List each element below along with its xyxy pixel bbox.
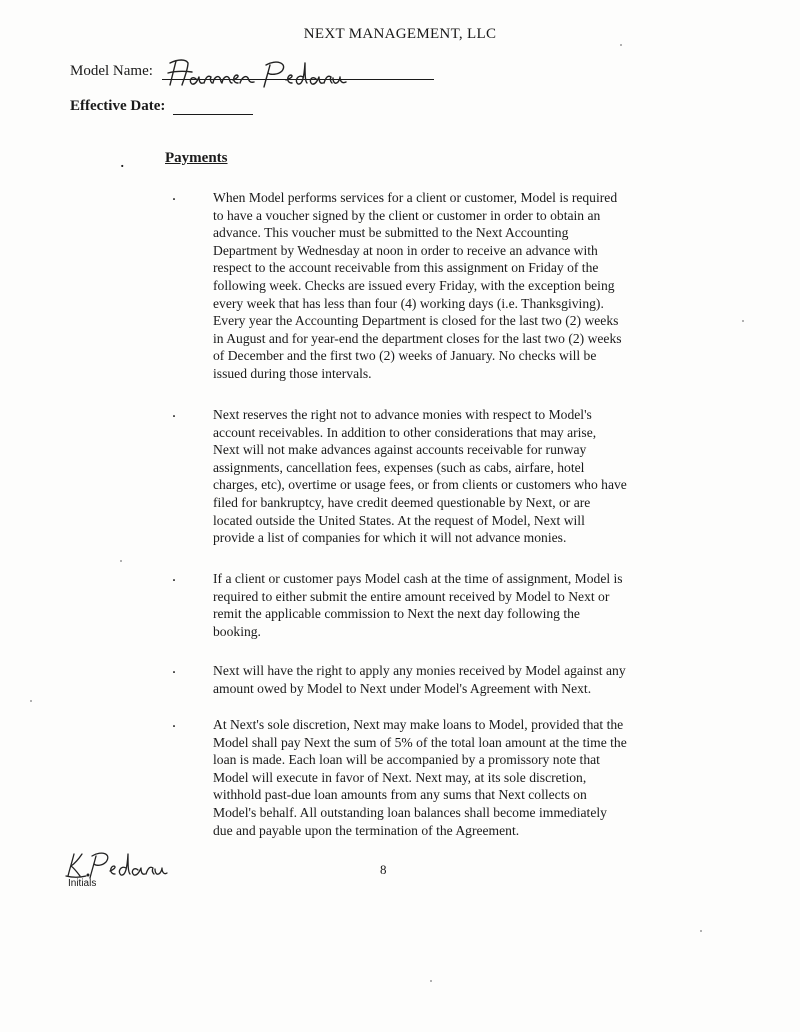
text-line: every week that has less than four (4) working days (i.e. Thanksgiving).: [213, 295, 604, 311]
text-line: provide a list of companies for which it will not advance monies.: [213, 530, 567, 546]
effective-date-underline: [173, 114, 253, 115]
text-line: Department by Wednesday at noon in order to receive an advance with: [213, 242, 598, 258]
paragraph-bullet: .: [172, 404, 176, 421]
text-line: assignments, cancellation fees, expenses (such as cabs, airfare, hotel: [213, 459, 585, 475]
scan-speck: [430, 980, 432, 982]
section-bullet: .: [120, 151, 125, 171]
scan-speck: [120, 560, 122, 562]
text-line: following week. Checks are issued every Friday, with the exception being: [213, 277, 615, 293]
document-title: NEXT MANAGEMENT, LLC: [303, 26, 497, 42]
text-line: At Next's sole discretion, Next may make loans to Model, provided that the: [213, 717, 624, 732]
effective-date-label: Effective Date:: [70, 98, 166, 114]
section-title-payments: Payments: [165, 150, 228, 166]
text-line: Next reserves the right not to advance monies with respect to Model's: [213, 407, 592, 422]
initials-signature: [60, 848, 170, 882]
page-number: 8: [380, 862, 387, 877]
text-line: Next will have the right to apply any monies received by Model against any: [213, 663, 626, 678]
paragraph-apply-monies: [213, 662, 705, 697]
text-line: required to either submit the entire amount received by Model to Next or: [213, 588, 610, 604]
text-line: remit the applicable commission to Next the next day following the: [213, 606, 580, 622]
effective-date-row: [70, 98, 165, 115]
text-line: Model's behalf. All outstanding loan balances shall become immediately: [213, 804, 607, 820]
text-line: When Model performs services for a client or customer, Model is required: [213, 190, 618, 205]
paragraph-cash-payment: [213, 570, 705, 640]
text-line: issued during those intervals.: [213, 365, 372, 381]
model-name-signature: [166, 57, 386, 91]
text-line: filed for bankruptcy, have credit deemed questionable by Next, or are: [213, 494, 591, 510]
text-line: loan is made. Each loan will be accompanied by a promissory note that: [213, 752, 600, 768]
paragraph-advance-restrictions: [213, 406, 705, 547]
paragraph-voucher-advance: [213, 189, 705, 383]
text-line: Every year the Accounting Department is closed for the last two (2) weeks: [213, 313, 619, 329]
scan-speck: [30, 700, 32, 702]
text-line: Model will execute in favor of Next. Next may, at its sole discretion,: [213, 769, 587, 785]
paragraph-bullet: .: [172, 714, 176, 731]
text-line: due and payable upon the termination of the Agreement.: [213, 822, 520, 838]
paragraph-loans: [213, 716, 705, 839]
text-line: in August and for year-end the department closes for the last two (2) weeks: [213, 330, 622, 346]
text-line: booking.: [213, 623, 261, 639]
text-line: charges, etc), overtime or usage fees, or from clients or customers who have: [213, 477, 627, 493]
model-name-label: Model Name:: [70, 63, 153, 79]
text-line: If a client or customer pays Model cash at the time of assignment, Model is: [213, 571, 623, 586]
initials-label: Initials: [68, 878, 97, 889]
model-name-row: [70, 63, 153, 80]
text-line: advance. This voucher must be submitted to the Next Accounting: [213, 225, 569, 241]
scan-speck: [620, 44, 622, 46]
paragraph-bullet: .: [172, 568, 176, 585]
text-line: amount owed by Model to Next under Model's Agreement with Next.: [213, 680, 592, 696]
text-line: located outside the United States. At the request of Model, Next will: [213, 512, 585, 528]
text-line: to have a voucher signed by the client or customer in order to obtain an: [213, 207, 601, 223]
text-line: of December and the first two (2) weeks of January. No checks will be: [213, 348, 597, 364]
text-line: respect to the account receivable from this assignment on Friday of the: [213, 260, 599, 276]
scan-speck: [700, 930, 702, 932]
paragraph-bullet: .: [172, 187, 176, 204]
text-line: Model shall pay Next the sum of 5% of the total loan amount at the time the: [213, 734, 627, 750]
text-line: Next will not make advances against accounts receivable for runway: [213, 442, 587, 458]
text-line: account receivables. In addition to other considerations that may arise,: [213, 424, 597, 440]
text-line: withhold past-due loan amounts from any sums that Next collects on: [213, 787, 587, 803]
paragraph-bullet: .: [172, 660, 176, 677]
scan-speck: [742, 320, 744, 322]
